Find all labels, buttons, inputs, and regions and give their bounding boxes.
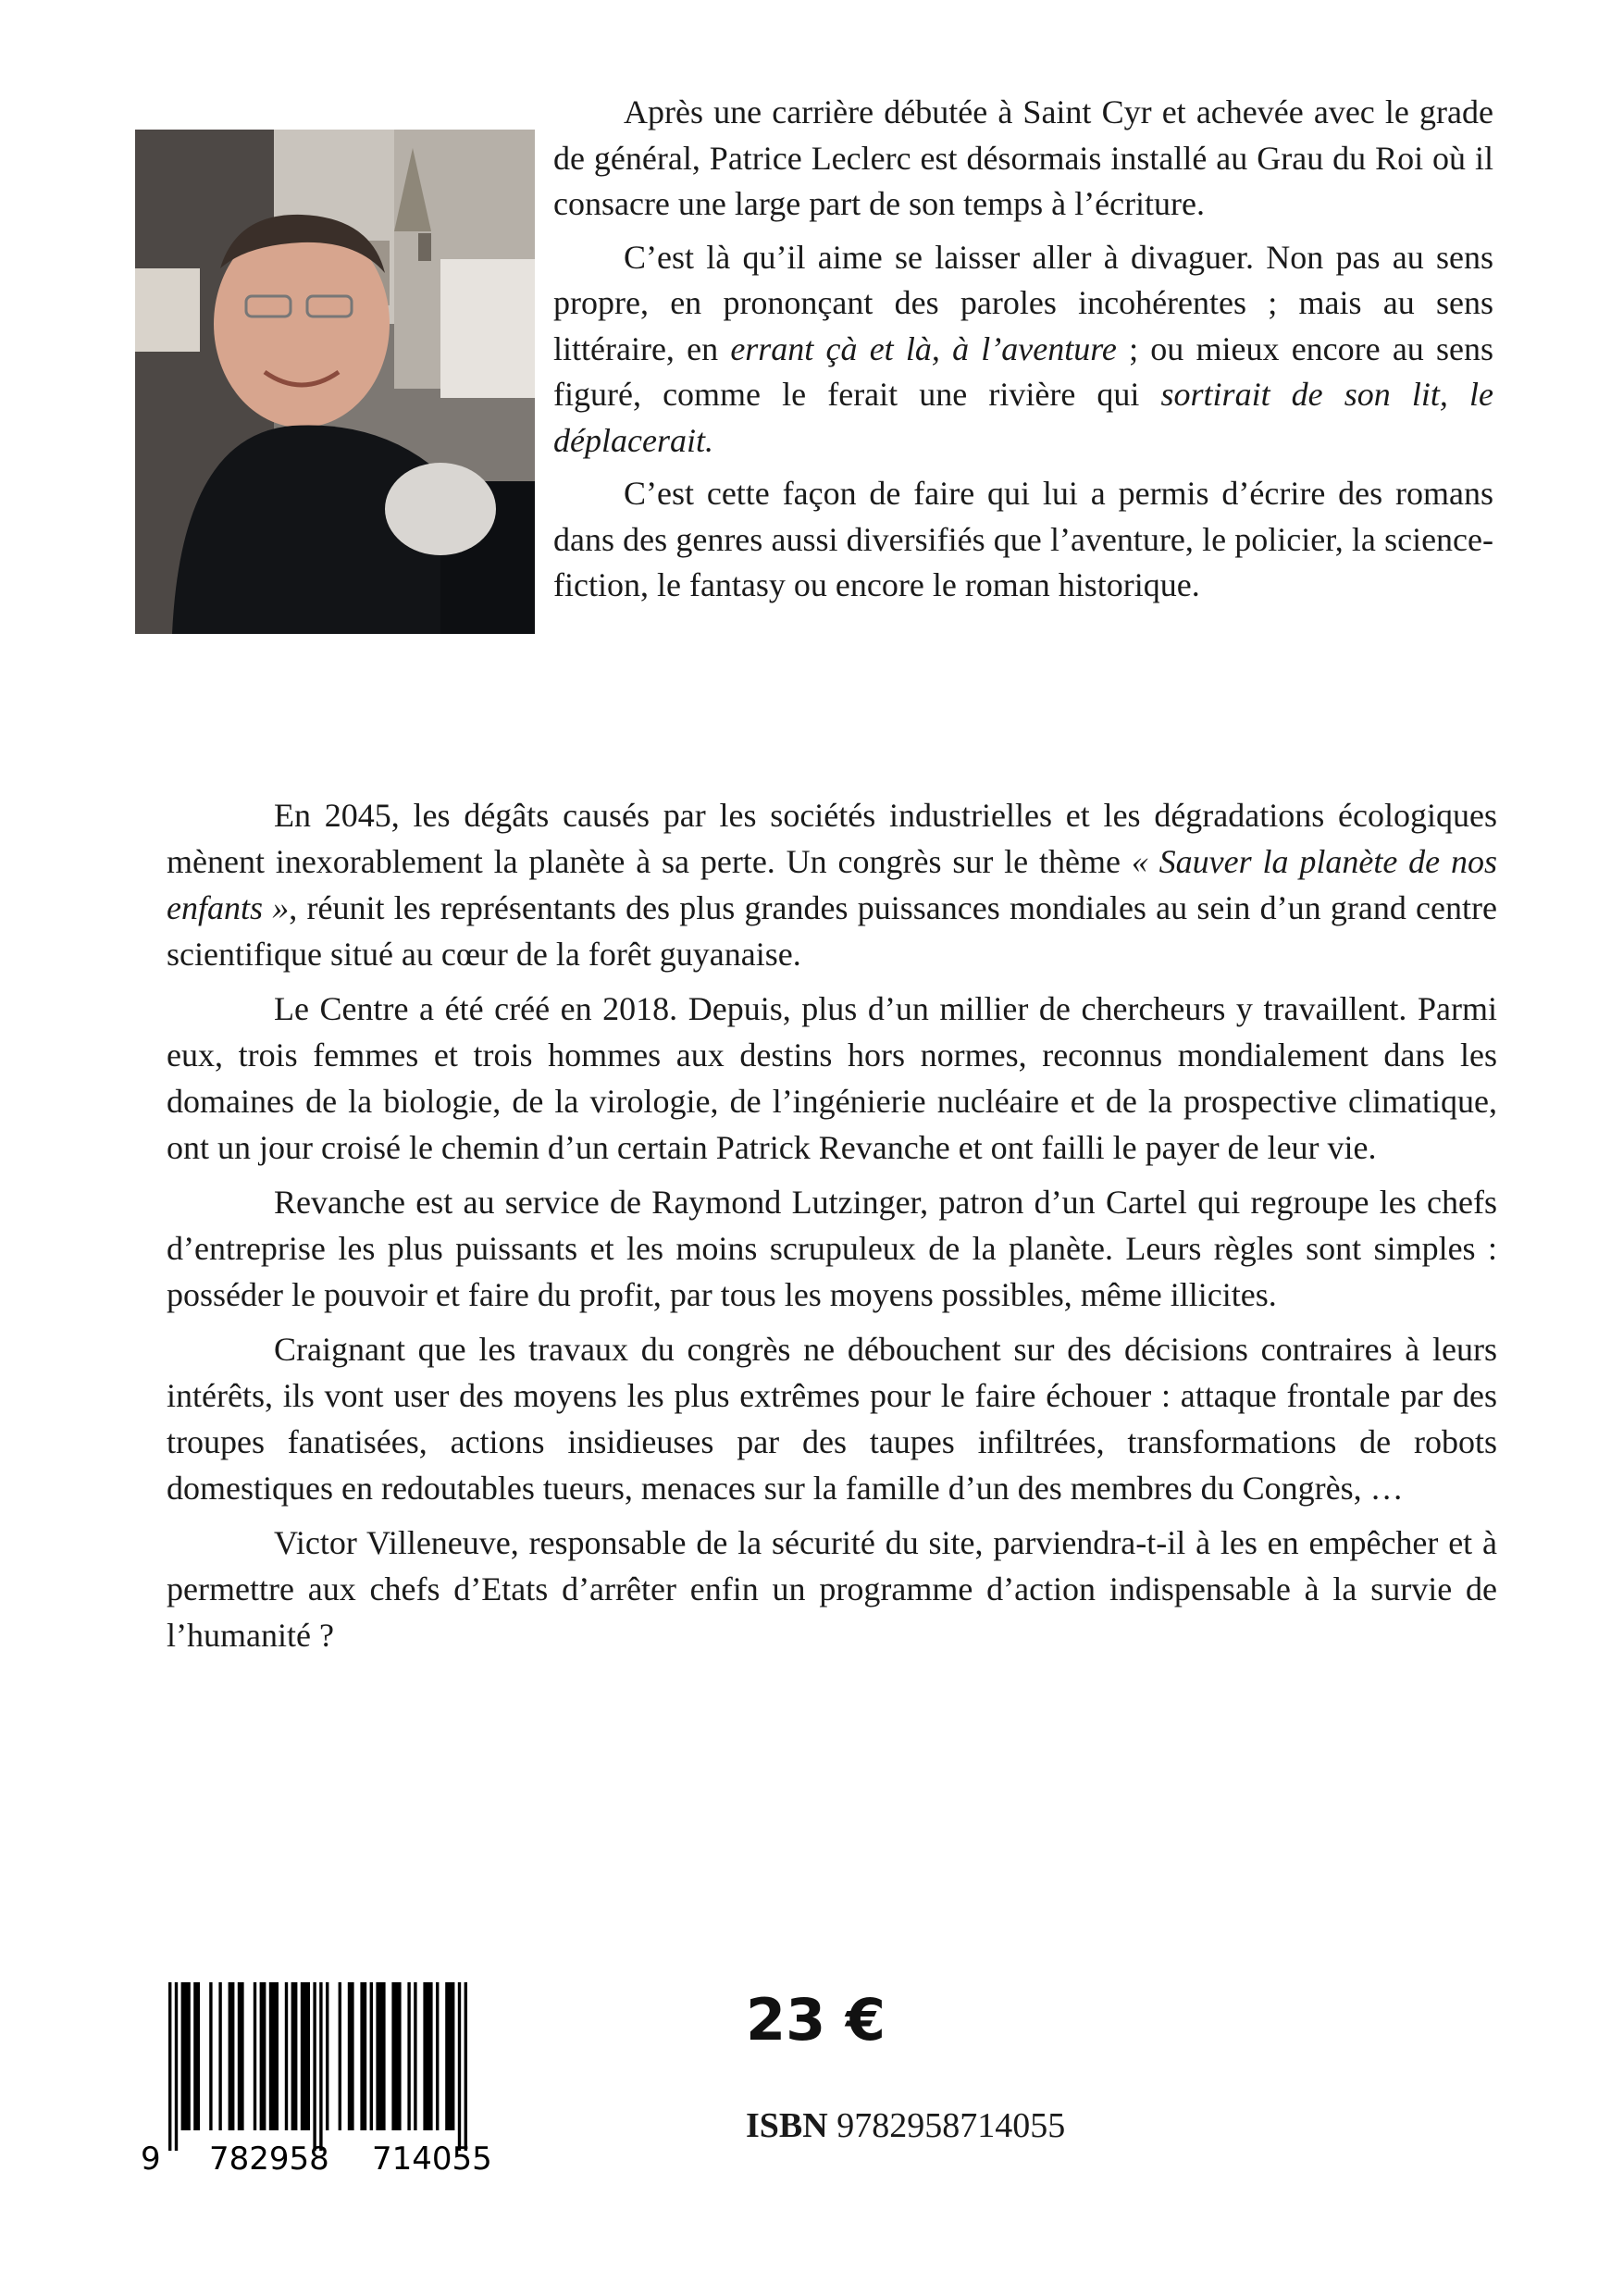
synopsis-italic-segment: « Sauver la planète de nos enfants » [167, 843, 1497, 926]
synopsis-paragraph-3: Revanche est au service de Raymond Lutzinger, patron d’un Cartel qui regroupe les chefs d’entreprise les plus puissants et les moins scrupuleux de la planète. Leurs règles sont simples : posséder le pouvoir et faire du profit, par tous les moyens possibles, même illicites. [167, 1184, 1497, 1313]
barcode-bar [254, 1982, 256, 2130]
synopsis-text-segment: En 2045, les dégâts causés par les sociétés industrielles et les dégradations écologiques mènent inexorablement la planète à sa perte. Un congrès sur le thème [167, 797, 1497, 880]
bio-italic-segment: errant çà et là, à l’aventure [730, 329, 1117, 367]
barcode-bar [360, 1982, 366, 2130]
barcode-bar [181, 1982, 191, 2130]
barcode-bar [370, 1982, 373, 2130]
book-synopsis [167, 792, 1497, 1658]
barcode-digit-first: 9 [141, 2141, 161, 2178]
barcode-digits-right: 714055 [372, 2141, 492, 2178]
synopsis-paragraph-2: Le Centre a été créé en 2018. Depuis, plus d’un millier de chercheurs y travaillent. Parmi eux, trois femmes et trois hommes aux destins hors normes, reconnus mondialement dans les domaines de la biologie, de la virologie, de l’ingénierie nucléaire et de la prospective climatique, ont un jour croisé le chemin d’un certain Patrick Revanche et ont failli le payer de leur vie. [167, 990, 1497, 1166]
barcode-bar [260, 1982, 266, 2130]
barcode-bar [391, 1982, 401, 2130]
barcode-bar [175, 1982, 178, 2151]
barcode-bar [445, 1982, 454, 2130]
barcode-bar [193, 1982, 200, 2130]
barcode-bar [326, 1982, 328, 2130]
bio-paragraph-2 [553, 235, 1493, 465]
barcode-bar [423, 1982, 432, 2130]
barcode-bars [168, 1982, 467, 2151]
barcode-bar [238, 1982, 244, 2130]
barcode-digits-left: 782958 [209, 2141, 329, 2178]
barcode-bar [269, 1982, 279, 2130]
author-biography [553, 90, 1493, 609]
barcode-bar [285, 1982, 288, 2130]
isbn-barcode [135, 1979, 535, 2178]
bio-paragraph-1: Après une carrière débutée à Saint Cyr et achevée avec le grade de général, Patrice Leclerc est désormais installé au Grau du Roi où il consacre une large part de son temps à l’écriture. [553, 93, 1493, 222]
barcode-bar [407, 1982, 410, 2130]
synopsis-text-segment: , réunit les représentants des plus grandes puissances mondiales au sein d’un grand centre scientifique situé au cœur de la forêt guyanaise. [167, 889, 1497, 973]
isbn-line [746, 2105, 1065, 2146]
price-label: 23 € [746, 1986, 886, 2054]
bio-text-segment: C’est là qu’il aime se laisser aller à divaguer. Non pas au sens propre, en prononçant des paroles incohérentes ; mais au sens littéraire, en [553, 238, 1493, 367]
barcode-bar [376, 1982, 385, 2130]
barcode-bar [414, 1982, 416, 2130]
author-photo [135, 130, 535, 634]
barcode-bar [229, 1982, 235, 2130]
barcode-bar [313, 1982, 316, 2151]
barcode-bar [291, 1982, 298, 2130]
bio-text-segment: ; ou mieux encore au sens figuré, comme le ferait une rivière qui [553, 329, 1493, 413]
barcode-graphic [135, 1979, 535, 2178]
barcode-bar [465, 1982, 467, 2151]
barcode-bar [209, 1982, 212, 2130]
barcode-bar [339, 1982, 341, 2130]
barcode-bar [319, 1982, 322, 2151]
barcode-bar [458, 1982, 461, 2151]
bio-italic-segment: sortirait de son lit, le déplacerait. [553, 376, 1493, 459]
barcode-bar [301, 1982, 310, 2130]
barcode-bar [168, 1982, 171, 2151]
bio-paragraph-3: C’est cette façon de faire qui lui a permis d’écrire des romans dans des genres aussi diversifiés que l’aventure, le policier, la science-fiction, le fantasy ou encore le roman historique. [553, 475, 1493, 603]
barcode-bar [218, 1982, 221, 2130]
barcode-bar [348, 1982, 354, 2130]
isbn-label: ISBN [746, 2106, 828, 2145]
synopsis-paragraph-1 [167, 792, 1497, 977]
author-portrait-image [135, 130, 535, 634]
synopsis-paragraph-4: Craignant que les travaux du congrès ne débouchent sur des décisions contraires à leurs intérêts, ils vont user des moyens les plus extrêmes pour le faire échouer : attaque frontale par des troupes fanatisées, actions insidieuses par des taupes infiltrées, transformations de robots domestiques en redoutables tueurs, menaces sur la famille d’un des membres du Congrès, … [167, 1331, 1497, 1507]
synopsis-paragraph-5: Victor Villeneuve, responsable de la sécurité du site, parviendra-t-il à les en empêcher et à permettre aux chefs d’Etats d’arrêter enfin un programme d’action indispensable à la survie de l’humanité ? [167, 1524, 1497, 1654]
isbn-number: 9782958714055 [836, 2106, 1066, 2145]
barcode-bar [436, 1982, 439, 2130]
